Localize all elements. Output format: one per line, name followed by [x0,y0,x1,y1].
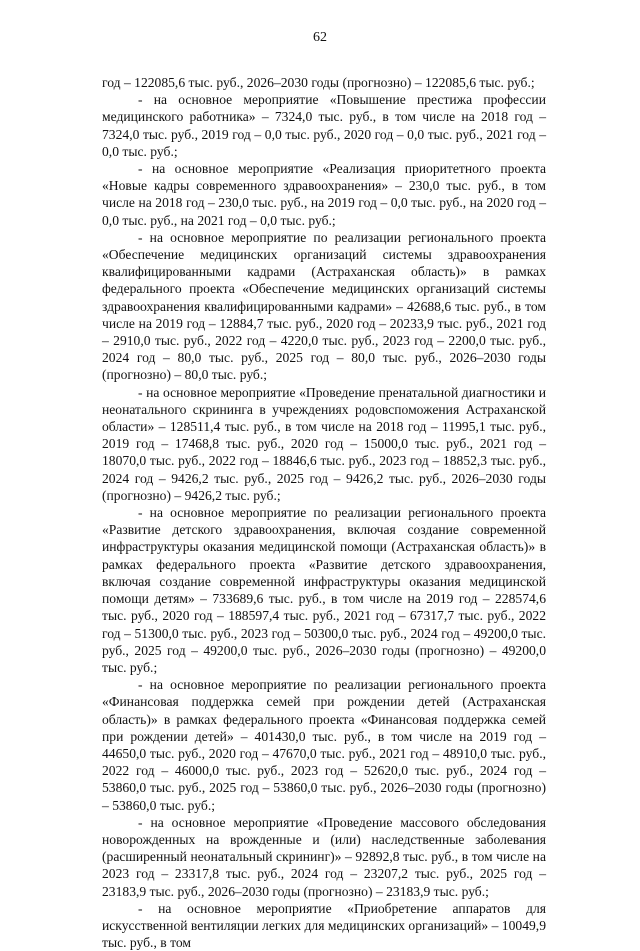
paragraph-ventilator-purchase: - на основное мероприятие «Приобретение аппаратов для искусственной вентиляции легких для медицинских организаций» – 10049,9 тыс. руб., в том [102,900,546,951]
paragraph-prenatal-diagnostics: - на основное мероприятие «Проведение пренатальной диагностики и неонатального скрининга в учреждениях родовспоможения Астраханской области» – 128511,4 тыс. руб., в том числе на 2018 год – 11995,1 тыс. руб., 2019 год – 17468,8 тыс. руб., 2020 год – 15000,0 тыс. руб., 2021 год – 18070,0 тыс. руб., 2022 год – 18846,6 тыс. руб., 2023 год – 18852,3 тыс. руб., 2024 год – 9426,2 тыс. руб., 2025 год – 9426,2 тыс. руб., 2026–2030 годы (прогнозно) – 9426,2 тыс. руб.; [102,384,546,503]
paragraph-continuation: год – 122085,6 тыс. руб., 2026–2030 годы (прогнозно) – 122085,6 тыс. руб.; [102,75,535,90]
paragraph-qualified-staff-project: - на основное мероприятие по реализации регионального проекта «Обеспечение медицинских организаций системы здравоохранения квалифицированными кадрами (Астраханская область)» в рамках федерального проекта «Обеспечение медицинских организаций системы здравоохранения квалифицированными кадрами» – 42688,6 тыс. руб., в том числе на 2019 год – 12884,7 тыс. руб., 2020 год – 20233,9 тыс. руб., 2021 год – 2910,0 тыс. руб., 2022 год – 4220,0 тыс. руб., 2023 год – 2200,0 тыс. руб., 2024 год – 80,0 тыс. руб., 2025 год – 80,0 тыс. руб., 2026–2030 годы (прогнозно) – 80,0 тыс. руб.; [102,229,546,383]
paragraph-child-healthcare-development: - на основное мероприятие по реализации регионального проекта «Развитие детского здравоохранения, включая создание современной инфраструктуры оказания медицинской помощи (Астраханская область)» в рамках федерального проекта «Развитие детского здравоохранения, включая создание современной инфраструктуры оказания медицинской помощи детям» – 733689,6 тыс. руб., в том числе на 2019 год – 228574,6 тыс. руб., 2020 год – 188597,4 тыс. руб., 2021 год – 67317,7 тыс. руб., 2022 год – 51300,0 тыс. руб., 2023 год – 50300,0 тыс. руб., 2024 год – 49200,0 тыс. руб., 2025 год – 49200,0 тыс. руб., 2026–2030 годы (прогнозно) – 49200,0 тыс. руб.; [102,505,546,675]
paragraph-newborn-screening: - на основное мероприятие «Проведение массового обследования новорожденных на врожденные и (или) наследственные заболевания (расширенный неонатальный скрининг)» – 92892,8 тыс. руб., в том числе на 2023 год – 23317,8 тыс. руб., 2024 год – 23207,2 тыс. руб., 2025 год – 23183,9 тыс. руб., 2026–2030 годы (прогнозно) – 23183,9 тыс. руб.; [102,814,546,899]
page-number: 62 [313,30,327,45]
paragraph-family-financial-support: - на основное мероприятие по реализации регионального проекта «Финансовая поддержка семей при рождении детей (Астраханская область)» в рамках федерального проекта «Финансовая поддержка семей при рождении детей» – 401430,0 тыс. руб., в том числе на 2019 год – 44650,0 тыс. руб., 2020 год – 47670,0 тыс. руб., 2021 год – 48910,0 тыс. руб., 2022 год – 46000,0 тыс. руб., 2023 год – 52620,0 тыс. руб., 2024 год – 53860,0 тыс. руб., 2025 год – 53860,0 тыс. руб., 2026–2030 годы (прогнозно) – 53860,0 тыс. руб.; [102,677,546,813]
paragraph-new-healthcare-staff: - на основное мероприятие «Реализация приоритетного проекта «Новые кадры современного здравоохранения» – 230,0 тыс. руб., в том числе на 2018 год – 230,0 тыс. руб., на 2019 год – 0,0 тыс. руб., на 2020 год – 0,0 тыс. руб., на 2021 год – 0,0 тыс. руб.; [102,161,546,228]
document-body [102,74,546,951]
paragraph-prestige-medical-profession: - на основное мероприятие «Повышение престижа профессии медицинского работника» – 7324,0 тыс. руб., в том числе на 2018 год – 7324,0 тыс. руб., 2019 год – 0,0 тыс. руб., 2020 год – 0,0 тыс. руб., 2021 год – 0,0 тыс. руб.; [102,92,546,159]
